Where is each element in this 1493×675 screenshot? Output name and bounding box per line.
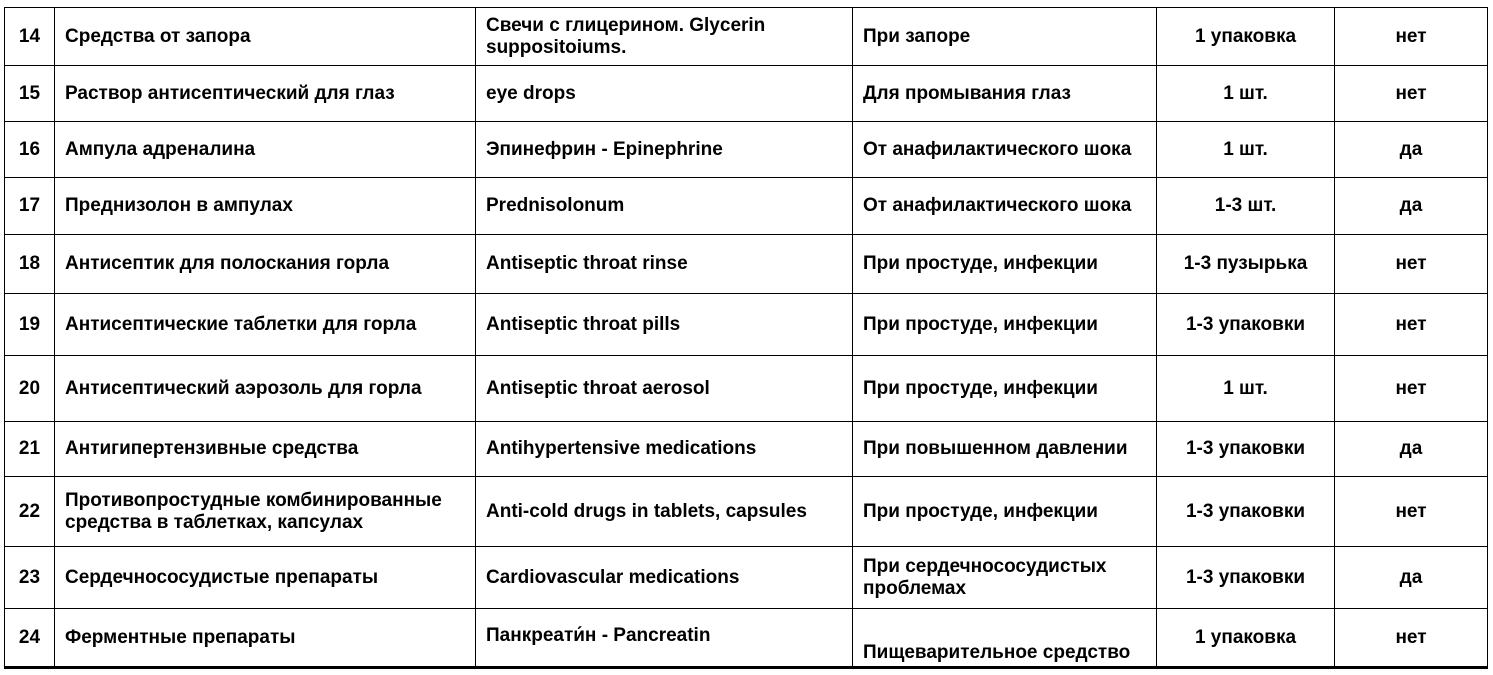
- table-row: [5, 422, 1488, 477]
- medication-use: При простуде, инфекции: [853, 356, 1157, 422]
- table-row: [5, 66, 1488, 122]
- medication-use: От анафилактического шока: [853, 122, 1157, 178]
- medication-english-name: Antiseptic throat aerosol: [476, 356, 853, 422]
- medication-use: При простуде, инфекции: [853, 477, 1157, 547]
- row-number: 17: [5, 178, 55, 235]
- table-row: [5, 122, 1488, 178]
- medication-english-name: Antiseptic throat rinse: [476, 235, 853, 294]
- prescription-required: нет: [1335, 609, 1488, 668]
- medication-name: Средства от запора: [55, 8, 476, 66]
- row-number: 19: [5, 294, 55, 356]
- row-number: 16: [5, 122, 55, 178]
- table-row: [5, 477, 1488, 547]
- medication-english-name: Эпинефрин - Epinephrine: [476, 122, 853, 178]
- row-number: 24: [5, 609, 55, 668]
- medication-quantity: 1 шт.: [1157, 122, 1335, 178]
- medication-name: Преднизолон в ампулах: [55, 178, 476, 235]
- medication-use: При простуде, инфекции: [853, 235, 1157, 294]
- table-row: [5, 235, 1488, 294]
- medication-name: Антисептические таблетки для горла: [55, 294, 476, 356]
- prescription-required: да: [1335, 547, 1488, 609]
- medication-use: Для промывания глаз: [853, 66, 1157, 122]
- prescription-required: нет: [1335, 477, 1488, 547]
- medication-name: Антисептик для полоскания горла: [55, 235, 476, 294]
- medication-use: Пищеварительное средство: [853, 609, 1157, 668]
- medication-use: При запоре: [853, 8, 1157, 66]
- table-row: [5, 547, 1488, 609]
- row-number: 14: [5, 8, 55, 66]
- medication-name: Ферментные препараты: [55, 609, 476, 668]
- medication-name: Антисептический аэрозоль для горла: [55, 356, 476, 422]
- medication-name: Раствор антисептический для глаз: [55, 66, 476, 122]
- prescription-required: да: [1335, 422, 1488, 477]
- medication-quantity: 1 шт.: [1157, 356, 1335, 422]
- row-number: 22: [5, 477, 55, 547]
- prescription-required: да: [1335, 122, 1488, 178]
- medication-use: При повышенном давлении: [853, 422, 1157, 477]
- medication-quantity: 1-3 упаковки: [1157, 547, 1335, 609]
- prescription-required: нет: [1335, 294, 1488, 356]
- medication-use: От анафилактического шока: [853, 178, 1157, 235]
- medication-english-name: eye drops: [476, 66, 853, 122]
- medication-use: При простуде, инфекции: [853, 294, 1157, 356]
- medication-quantity: 1-3 шт.: [1157, 178, 1335, 235]
- medication-name: Ампула адреналина: [55, 122, 476, 178]
- medication-use: При сердечнососудистых проблемах: [853, 547, 1157, 609]
- table-row: [5, 356, 1488, 422]
- medication-name: Противопростудные комбинированные средства в таблетках, капсулах: [55, 477, 476, 547]
- medication-table: [4, 7, 1488, 669]
- medication-english-name: Свечи с глицерином. Glycerin suppositoiums.: [476, 8, 853, 66]
- prescription-required: да: [1335, 178, 1488, 235]
- medication-english-name: Cardiovascular medications: [476, 547, 853, 609]
- medication-english-name: Anti-cold drugs in tablets, capsules: [476, 477, 853, 547]
- row-number: 15: [5, 66, 55, 122]
- prescription-required: нет: [1335, 66, 1488, 122]
- medication-english-name: Prednisolonum: [476, 178, 853, 235]
- medication-quantity: 1-3 упаковки: [1157, 294, 1335, 356]
- prescription-required: нет: [1335, 8, 1488, 66]
- table-row: [5, 609, 1488, 668]
- medication-quantity: 1 шт.: [1157, 66, 1335, 122]
- table-row: [5, 178, 1488, 235]
- row-number: 21: [5, 422, 55, 477]
- medication-quantity: 1-3 упаковки: [1157, 422, 1335, 477]
- medication-english-name: Antihypertensive medications: [476, 422, 853, 477]
- table-row: [5, 294, 1488, 356]
- row-number: 20: [5, 356, 55, 422]
- prescription-required: нет: [1335, 356, 1488, 422]
- medication-english-name: Панкреати́н - Pancreatin: [476, 609, 853, 668]
- medication-quantity: 1-3 упаковки: [1157, 477, 1335, 547]
- prescription-required: нет: [1335, 235, 1488, 294]
- table-row: [5, 8, 1488, 66]
- medication-name: Антигипертензивные средства: [55, 422, 476, 477]
- medication-quantity: 1 упаковка: [1157, 8, 1335, 66]
- medication-name: Сердечнососудистые препараты: [55, 547, 476, 609]
- row-number: 23: [5, 547, 55, 609]
- row-number: 18: [5, 235, 55, 294]
- medication-quantity: 1 упаковка: [1157, 609, 1335, 668]
- medication-quantity: 1-3 пузырька: [1157, 235, 1335, 294]
- medication-english-name: Antiseptic throat pills: [476, 294, 853, 356]
